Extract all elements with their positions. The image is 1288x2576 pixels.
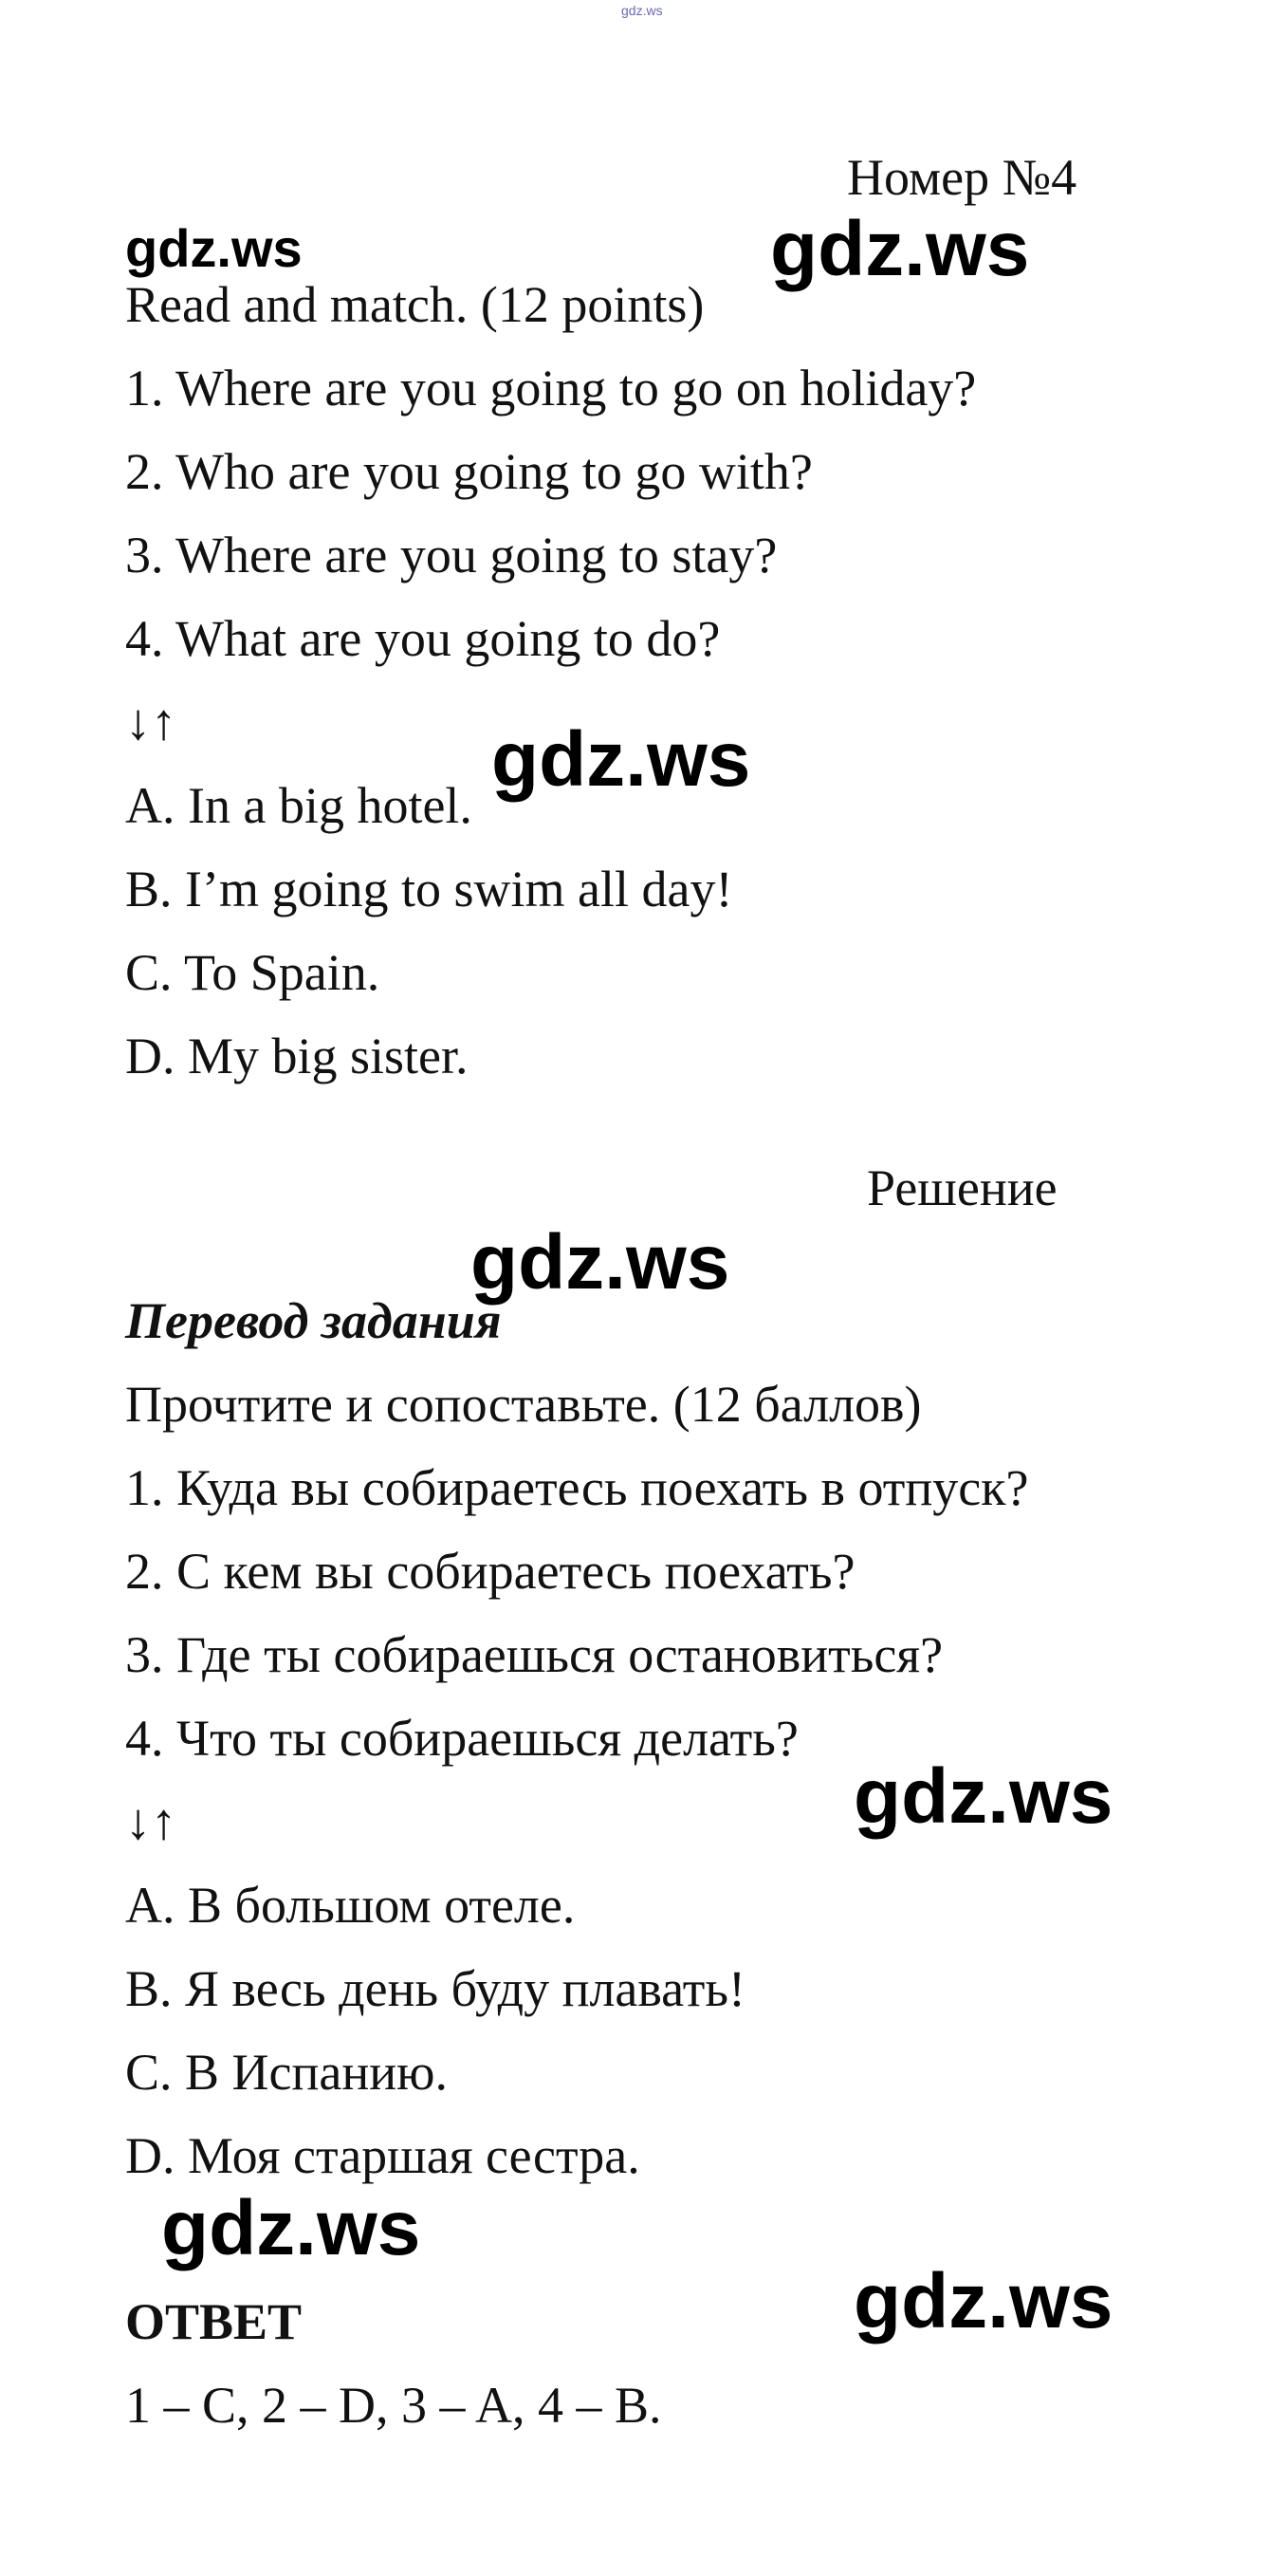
answer-title: ОТВЕТ: [125, 2293, 303, 2350]
translation-arrows: ↓↑: [125, 1793, 176, 1850]
watermark: gdz.ws: [470, 1219, 730, 1306]
question-2: 2. Who are you going to go with?: [125, 443, 813, 500]
arrows-up-down: ↓↑: [125, 694, 176, 751]
answer-d: D. My big sister.: [125, 1028, 469, 1084]
answer-text: 1 – C, 2 – D, 3 – A, 4 – B.: [125, 2377, 662, 2434]
task-number: Номер №4: [847, 149, 1077, 206]
translation-question-3: 3. Где ты собираешься остановиться?: [125, 1626, 944, 1683]
question-4: 4. What are you going to do?: [125, 610, 721, 667]
watermark: gdz.ws: [854, 2258, 1113, 2344]
answer-a: A. In a big hotel.: [125, 777, 472, 834]
translation-answer-a: A. В большом отеле.: [125, 1877, 576, 1934]
translation-answer-b: B. Я весь день буду плавать!: [125, 1960, 745, 2017]
translation-answer-d: D. Моя старшая сестра.: [125, 2127, 640, 2184]
solution-heading: Решение: [867, 1159, 1058, 1216]
watermark-top: gdz.ws: [621, 3, 663, 18]
translation-question-4: 4. Что ты собираешься делать?: [125, 1710, 799, 1767]
watermark: gdz.ws: [491, 716, 751, 803]
watermark: gdz.ws: [854, 1753, 1113, 1840]
watermark: gdz.ws: [125, 218, 303, 278]
answer-b: B. I’m going to swim all day!: [125, 861, 733, 917]
translation-question-2: 2. С кем вы собираетесь поехать?: [125, 1543, 856, 1600]
watermark: gdz.ws: [161, 2185, 421, 2271]
question-3: 3. Where are you going to stay?: [125, 527, 778, 584]
translation-instruction: Прочтите и сопоставьте. (12 баллов): [125, 1376, 922, 1433]
task-instruction: Read and match. (12 points): [125, 276, 705, 333]
answer-c: C. To Spain.: [125, 944, 380, 1001]
translation-answer-c: C. В Испанию.: [125, 2044, 449, 2101]
question-1: 1. Where are you going to go on holiday?: [125, 360, 977, 417]
translation-question-1: 1. Куда вы собираетесь поехать в отпуск?: [125, 1459, 1029, 1516]
watermark: gdz.ws: [770, 206, 1030, 292]
translation-title: Перевод задания: [125, 1292, 502, 1349]
